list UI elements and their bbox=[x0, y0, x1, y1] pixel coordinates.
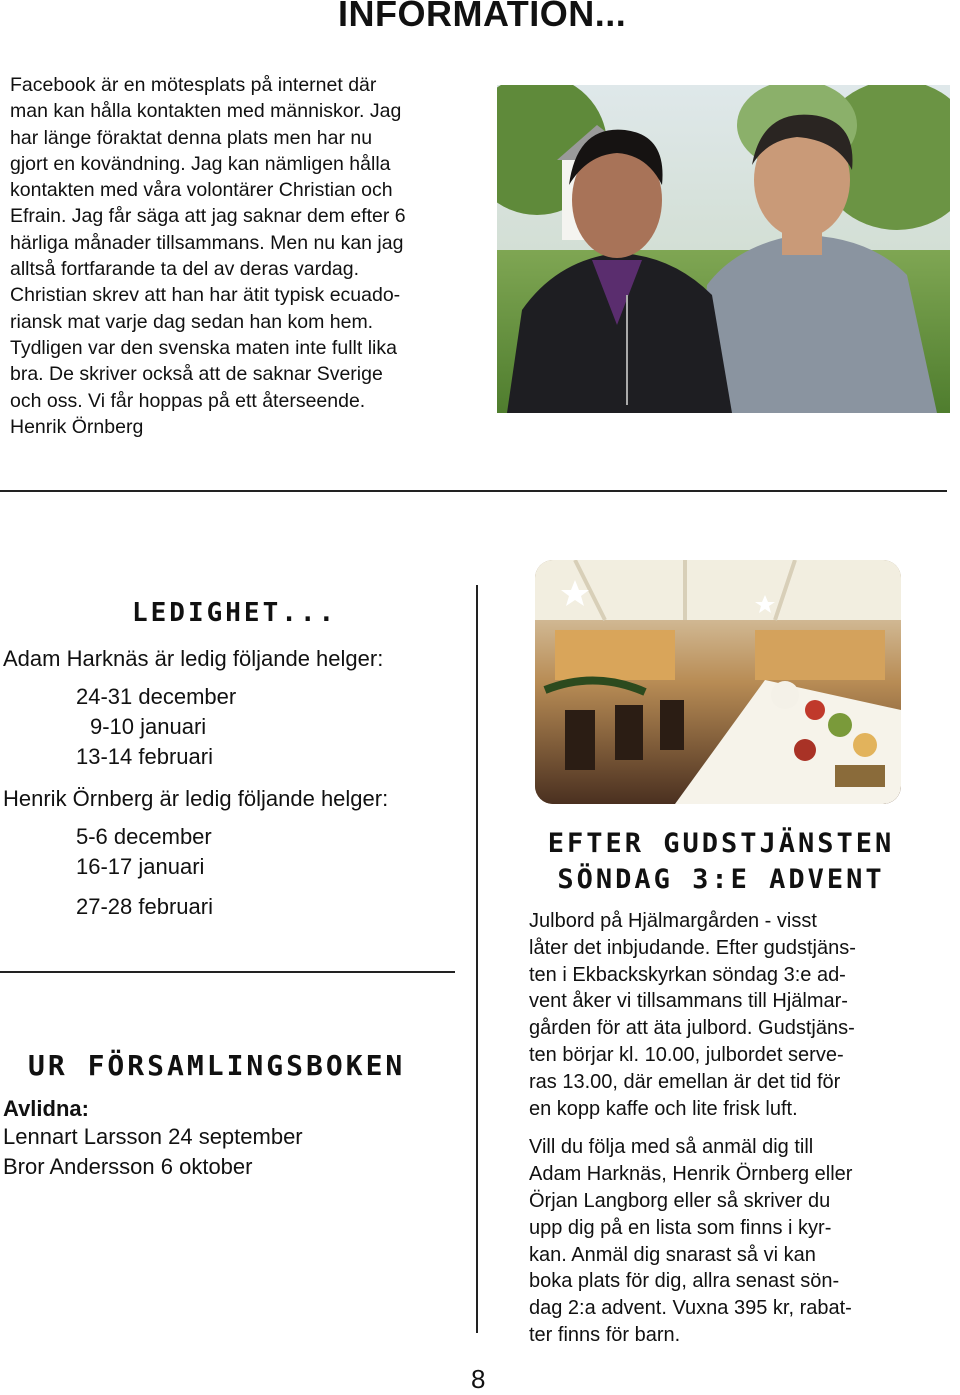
adam-leave-date: 9-10 januari bbox=[90, 714, 207, 739]
article-line: alltså fortfarande ta del av deras vardag. bbox=[10, 258, 360, 281]
adam-leave-date: 13-14 februari bbox=[76, 744, 213, 769]
julbord-line: ten börjar kl. 10.00, julbordet serve- bbox=[529, 1043, 844, 1066]
article-line: Tydligen var den svenska maten inte fullt lika bbox=[10, 336, 397, 359]
forsamlingsboken-heading: UR FÖRSAMLINGSBOKEN bbox=[28, 1049, 406, 1082]
article-line: riansk mat varje dag sedan han kom hem. bbox=[10, 310, 374, 333]
henrik-leave-date: 27-28 februari bbox=[76, 894, 213, 919]
julbord-line: ras 13.00, där emellan är det tid för bbox=[529, 1070, 841, 1093]
volunteers-photo-illustration bbox=[497, 85, 950, 413]
efter-title-line: EFTER GUDSTJÄNSTEN bbox=[547, 828, 895, 859]
efter-title-line: SÖNDAG 3:E ADVENT bbox=[557, 864, 885, 895]
page-title: INFORMATION... bbox=[338, 0, 627, 34]
ledighet-heading: LEDIGHET... bbox=[132, 598, 338, 628]
volunteers-photo bbox=[497, 85, 950, 413]
deceased-entry: Lennart Larsson 24 september bbox=[3, 1124, 303, 1149]
signup-line: kan. Anmäl dig snarast så vi kan bbox=[529, 1243, 816, 1266]
article-line: och oss. Vi får hoppas på ett återseende. bbox=[10, 389, 366, 412]
signup-line: ter finns för barn. bbox=[529, 1323, 681, 1346]
adam-leave-date: 24-31 december bbox=[76, 684, 237, 709]
article-line: bra. De skriver också att de saknar Sverige bbox=[10, 363, 383, 386]
article-line: Christian skrev att han har ätit typisk ecuado- bbox=[10, 284, 401, 307]
article-author: Henrik Örnberg bbox=[10, 415, 144, 438]
julbord-line: vent åker vi tillsammans till Hjälmar- bbox=[529, 990, 848, 1013]
column-divider bbox=[476, 585, 478, 1333]
julbord-line: Julbord på Hjälmargården - visst bbox=[529, 910, 817, 932]
henrik-leave-date: 16-17 januari bbox=[76, 854, 205, 879]
signup-line: dag 2:a advent. Vuxna 395 kr, rabat- bbox=[529, 1297, 852, 1320]
article-line: gjort en kovändning. Jag kan nämligen hålla bbox=[10, 152, 391, 175]
julbord-line: ten i Ekbackskyrkan söndag 3:e ad- bbox=[529, 963, 846, 986]
henrik-leave-date: 5-6 december bbox=[76, 824, 212, 849]
article-line: Facebook är en mötesplats på internet där bbox=[10, 74, 377, 96]
signup-line: Vill du följa med så anmäl dig till bbox=[529, 1136, 814, 1159]
article-line: Efrain. Jag får säga att jag saknar dem efter 6 bbox=[10, 205, 406, 228]
deceased-entry: Bror Andersson 6 oktober bbox=[3, 1154, 253, 1179]
signup-line: upp dig på en lista som finns i kyr- bbox=[529, 1216, 832, 1239]
ledighet-divider bbox=[0, 971, 455, 973]
article-line: kontakten med våra volontärer Christian och bbox=[10, 179, 393, 202]
julbord-photo-illustration bbox=[535, 560, 901, 804]
signup-line: boka plats för dig, allra senast sön- bbox=[529, 1270, 840, 1293]
efter-gudstjansten-title bbox=[520, 826, 922, 898]
julbord-photo bbox=[535, 560, 901, 804]
facebook-article bbox=[10, 72, 488, 440]
signup-line: Örjan Langborg eller så skriver du bbox=[529, 1189, 831, 1212]
signup-line: Adam Harknäs, Henrik Örnberg eller bbox=[529, 1163, 853, 1186]
article-line: man kan hålla kontakten med människor. Jag bbox=[10, 100, 402, 123]
adam-leave-intro: Adam Harknäs är ledig följande helger: bbox=[3, 646, 384, 671]
julbord-line: låter det inbjudande. Efter gudstjäns- bbox=[529, 936, 856, 959]
julbord-line: gården för att äta julbord. Gudstjäns- bbox=[529, 1017, 855, 1040]
avlidna-label: Avlidna: bbox=[3, 1096, 89, 1121]
article-line: härliga månader tillsammans. Men nu kan jag bbox=[10, 231, 404, 254]
section-divider bbox=[0, 490, 947, 492]
julbord-description bbox=[529, 908, 911, 1349]
julbord-line: en kopp kaffe och lite frisk luft. bbox=[529, 1097, 798, 1120]
article-line: har länge föraktat denna plats men har nu bbox=[10, 126, 373, 149]
page-number: 8 bbox=[471, 1364, 486, 1394]
henrik-leave-intro: Henrik Örnberg är ledig följande helger: bbox=[3, 786, 389, 811]
